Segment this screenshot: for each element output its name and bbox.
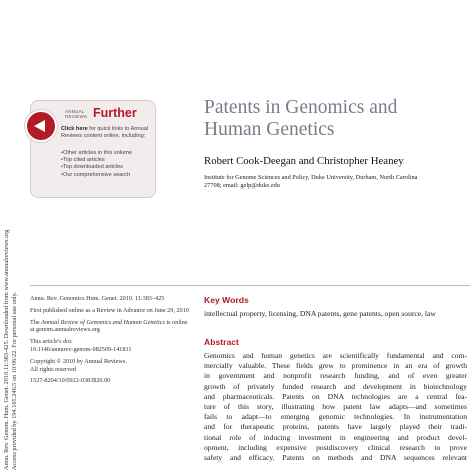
journal-prefix: The <box>30 318 42 326</box>
journal-suffix: is online at genom.annualreviews.org <box>30 318 188 334</box>
further-title: Further <box>93 106 137 120</box>
abstract-line: growth of privately funded research and development in biotechnology <box>204 381 467 391</box>
affiliation-line-2: 27708; email: gelp@duke.edu <box>204 181 280 189</box>
further-link-item[interactable]: • Top cited articles <box>61 157 132 164</box>
further-link-item[interactable]: • Other articles in this volume <box>61 150 132 157</box>
further-link-item[interactable]: • Top downloaded articles <box>61 164 132 171</box>
click-here-link[interactable]: Click here <box>61 126 88 132</box>
abstract-line: in government and nonprofit research funding, and of even greater <box>204 371 467 381</box>
affiliation-line-1: Institute for Genome Sciences and Policy, Duke University, Durham, North Carolina <box>204 174 418 181</box>
abstract-text <box>204 351 467 463</box>
keywords-heading: Key Words <box>204 295 249 305</box>
abstract-line: safety and efficacy. Patents on methods and DNA sequences relevant <box>204 453 467 463</box>
further-intro <box>61 126 153 140</box>
annual-reviews-logo <box>65 109 87 119</box>
abstract-line: fails to adapt—to emerging genomic technologies. In instrumentation <box>204 412 467 422</box>
first-published: First published online as a Review in Advance on June 29, 2010 <box>30 306 189 314</box>
abstract-line: and for therapeutic proteins, patents have largely played their tradi- <box>204 422 467 432</box>
article-title <box>204 97 464 141</box>
citation: Annu. Rev. Genomics Hum. Genet. 2010. 11:383–425 <box>30 295 165 302</box>
abstract-line: Genomics and human genetics are scientifically fundamental and com- <box>204 351 467 360</box>
watermark-line-1: Annu. Rev. Genom. Hum. Genet. 2010.11:383-425. Downloaded from www.annualreviews.org <box>3 229 10 470</box>
abstract-heading: Abstract <box>204 337 239 347</box>
author-affiliation <box>204 174 466 190</box>
brand-line-1: ANNUAL <box>65 109 85 114</box>
abstract-line: mercially valuable. These fields grew to prominence in an era of growth <box>204 361 467 371</box>
publication-metadata <box>30 295 190 389</box>
abstract-line: tional role of inducing investment in engineering and product devel- <box>204 432 467 442</box>
doi-info <box>30 338 190 354</box>
article-title-line-1: Patents in Genomics and <box>204 97 398 118</box>
issn: 1527-8204/10/0922-0383$20.00 <box>30 377 111 385</box>
copyright-line-1: Copyright © 2010 by Annual Reviews. <box>30 357 127 365</box>
copyright <box>30 358 190 374</box>
journal-name: Annual Review of Genomics and Human Genetics <box>41 318 165 326</box>
abstract-line: and pharmaceuticals. Patents on DNA technologies are a central fea- <box>204 391 467 401</box>
abstract-line: ture of this story, illustrating how patent law adapts—and sometimes <box>204 402 467 412</box>
journal-info <box>30 319 190 335</box>
further-intro-text: for quick links to Annual Reviews content online, including: <box>61 126 149 139</box>
abstract-line: opment, including expensive postdiscovery clinical research to prove <box>204 442 467 452</box>
watermark-line-2: Access provided by 194.165.246.5 on 10/06/22. For personal use only. <box>11 292 18 470</box>
further-box[interactable] <box>30 100 156 198</box>
doi-label: This article's doi: <box>30 338 73 346</box>
doi-value: 10.1146/annurev-genom-082509-141811 <box>30 345 132 353</box>
brand-line-2: REVIEWS <box>65 114 88 119</box>
article-title-line-2: Human Genetics <box>204 119 335 140</box>
further-link-item[interactable]: • Our comprehensive search <box>61 172 132 179</box>
download-watermark <box>1 0 25 474</box>
keywords-text: intellectual property, licensing, DNA patents, gene patents, open source, law <box>204 309 436 318</box>
section-divider <box>30 285 470 286</box>
article-authors: Robert Cook-Deegan and Christopher Heaney <box>204 155 404 167</box>
copyright-line-2: All rights reserved <box>30 365 77 373</box>
further-links <box>61 150 132 179</box>
play-arrow-icon[interactable] <box>25 110 57 142</box>
